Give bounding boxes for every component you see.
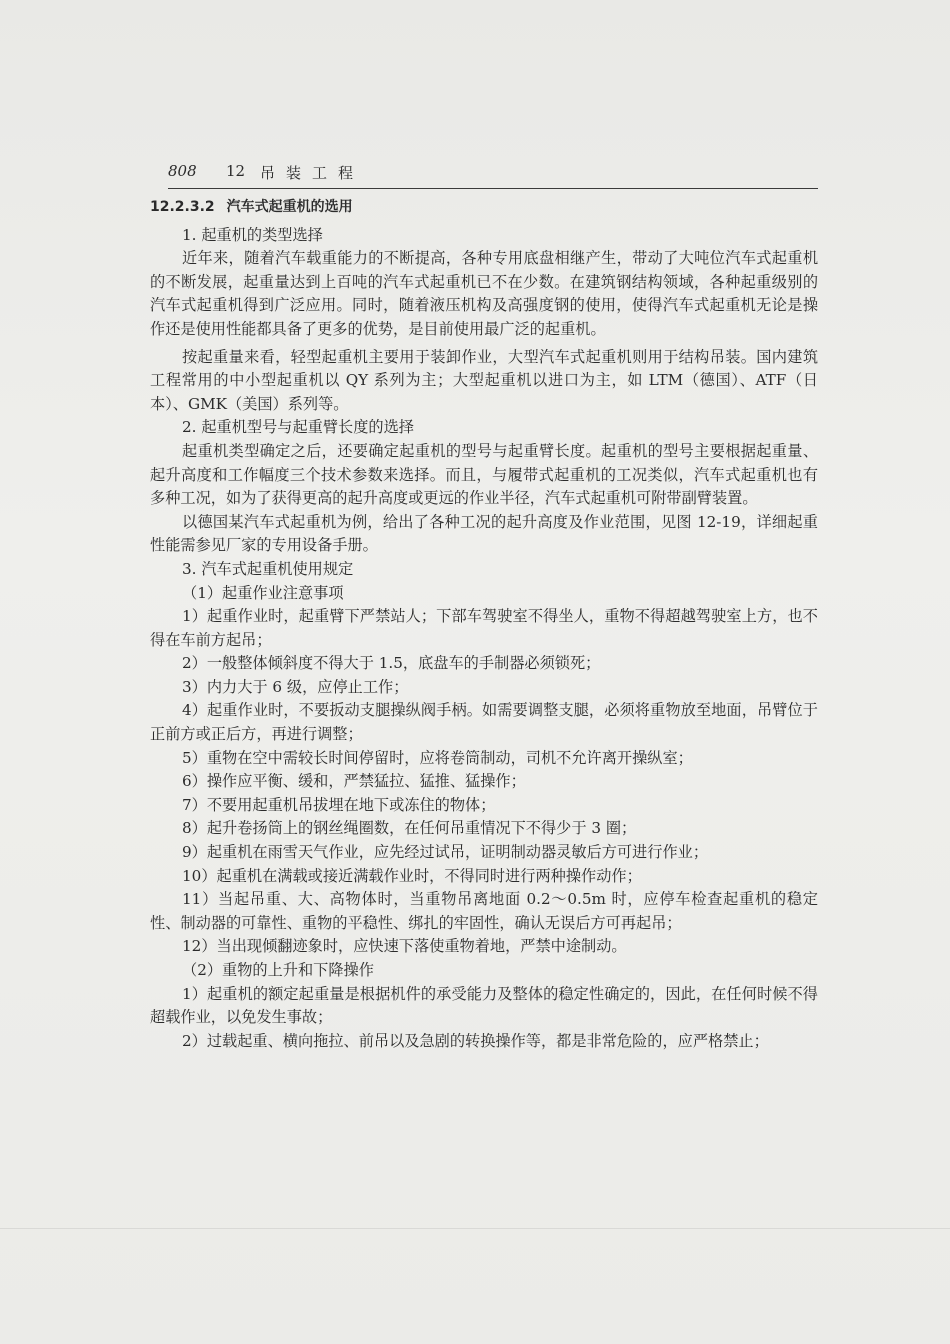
list-item: 12）当出现倾翻迹象时，应快速下落使重物着地，严禁中途制动。 — [182, 937, 627, 956]
list-item: 7）不要用起重机吊拔埋在地下或冻住的物体； — [182, 795, 496, 814]
list-item: 1）起重作业时，起重臂下严禁站人；下部车驾驶室不得坐人，重物不得超越驾驶室上方，也不得在车前方起吊； — [150, 607, 818, 649]
paragraph: 按起重量来看，轻型起重机主要用于装卸作业，大型汽车式起重机则用于结构吊装。国内建筑工程常用的中小型起重机以 QY 系列为主；大型起重机以进口为主，如 LTM（德国）、ATF（日本）、GMK（美国）系列等。 — [150, 347, 818, 413]
list-item: 1）起重机的额定起重量是根据机件的承受能力及整体的稳定性确定的，因此，在任何时候不得超载作业，以免发生事故； — [150, 984, 818, 1027]
subheading: 3. 汽车式起重机使用规定 — [182, 559, 354, 578]
list-item: 2）一般整体倾斜度不得大于 1.5，底盘车的手制器必须锁死； — [182, 654, 601, 673]
section-heading — [150, 196, 818, 220]
page-fold-line — [0, 1228, 950, 1229]
body-text — [150, 196, 818, 1053]
list-item: 11）当起吊重、大、高物体时，当重物吊离地面 0.2～0.5m 时，应停车检查起重机的稳定性、制动器的可靠性、重物的平稳性、绑扎的牢固性，确认无误后方可再起吊； — [150, 890, 818, 932]
page-number: 808 — [168, 162, 197, 180]
list-item: 2）过载起重、横向拖拉、前吊以及急剧的转换操作等，都是非常危险的，应严格禁止； — [182, 1031, 769, 1050]
paragraph: 以德国某汽车式起重机为例，给出了各种工况的起升高度及作业范围，见图 12-19，详细起重性能需参见厂家的专用设备手册。 — [150, 512, 818, 555]
chapter-number: 12 — [226, 162, 246, 180]
section-title: 汽车式起重机的选用 — [226, 199, 353, 215]
paragraph: 起重机类型确定之后，还要确定起重机的型号与起重臂长度。起重机的型号主要根据起重量、起升高度和工作幅度三个技术参数来选择。而且，与履带式起重机的工况类似，汽车式起重机也有多种工况，如为了获得更高的起升高度或更远的作业半径，汽车式起重机可附带副臂装置。 — [150, 441, 818, 508]
list-item: 6）操作应平衡、缓和，严禁猛拉、猛推、猛操作； — [182, 772, 526, 791]
chapter-title: 吊装工程 — [260, 164, 365, 182]
paragraph: 近年来，随着汽车载重能力的不断提高，各种专用底盘相继产生，带动了大吨位汽车式起重机的不断发展，起重量达到上百吨的汽车式起重机已不在少数。在建筑钢结构领域，各种起重级别的汽车式起重机得到广泛应用。同时，随着液压机构及高强度钢的使用，使得汽车式起重机无论是操作还是使用性能都具备了更多的优势，是目前使用最广泛的起重机。 — [150, 249, 818, 338]
list-item: 4）起重作业时，不要扳动支腿操纵阀手柄。如需要调整支腿，必须将重物放至地面，吊臂位于正前方或正后方，再进行调整； — [150, 701, 818, 744]
subheading: （2）重物的上升和下降操作 — [182, 961, 374, 979]
list-item: 5）重物在空中需较长时间停留时，应将卷筒制动，司机不允许离开操纵室； — [182, 748, 693, 767]
subheading: 1. 起重机的类型选择 — [182, 225, 323, 244]
subheading: 2. 起重机型号与起重臂长度的选择 — [182, 418, 414, 437]
page-header — [168, 158, 818, 189]
list-item: 8）起升卷扬筒上的钢丝绳圈数，在任何吊重情况下不得少于 3 圈； — [182, 819, 637, 838]
list-item: 9）起重机在雨雪天气作业，应先经过试吊，证明制动器灵敏后方可进行作业； — [182, 843, 709, 862]
section-number: 12.2.3.2 — [150, 199, 215, 215]
list-item: 10）起重机在满载或接近满载作业时，不得同时进行两种操作动作； — [182, 866, 642, 885]
list-item: 3）内力大于 6 级，应停止工作； — [182, 677, 409, 696]
subheading: （1）起重作业注意事项 — [182, 583, 344, 602]
